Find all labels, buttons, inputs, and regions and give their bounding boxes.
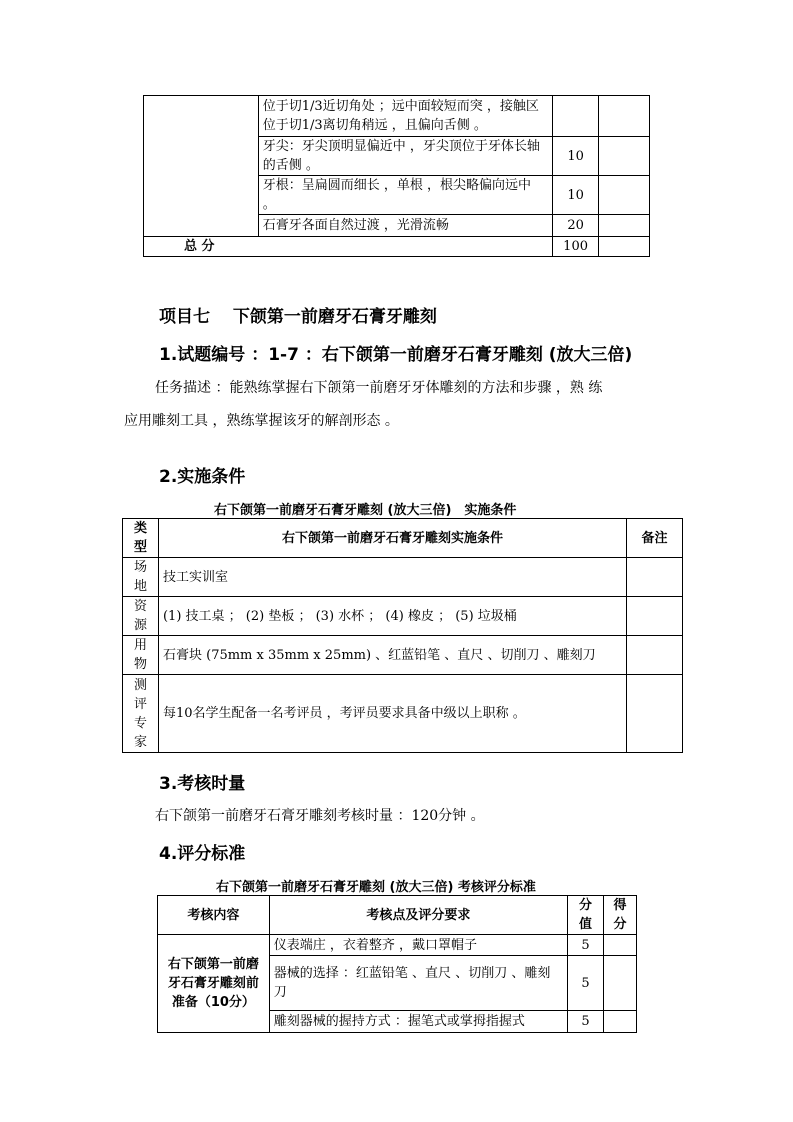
header-criteria: 考核点及评分要求 [269, 896, 567, 935]
type-cell: 测评专家 [123, 675, 159, 753]
obtained-cell [599, 137, 650, 176]
content-cell: 石膏块 (75mm x 35mm x 25mm) 、红蓝铅笔 、直尺 、切削刀 、雕刻刀 [158, 636, 626, 675]
score-cell: 5 [568, 935, 604, 956]
criteria-cell: 器械的选择 ：红蓝铅笔 、直尺 、切削刀 、雕刻刀 [269, 956, 567, 1011]
content-cell: 每10名学生配备一名考评员 ，考评员要求具备中级以上职称 。 [158, 675, 626, 753]
assessment-time: 右下颌第一前磨牙石膏牙雕刻考核时量 ：120分钟 。 [155, 808, 485, 824]
type-cell: 资源 [123, 597, 159, 636]
criteria-cell: 雕刻器械的握持方式 ：握笔式或掌拇指握式 [269, 1011, 567, 1033]
obtained-cell [603, 1011, 636, 1033]
obtained-cell [603, 935, 636, 956]
note-cell [627, 636, 683, 675]
header-obtained: 得分 [603, 896, 636, 935]
obtained-cell [599, 215, 650, 237]
scoring-caption: 右下颌第一前磨牙石膏牙雕刻 (放大三倍) 考核评分标准 [216, 880, 536, 895]
project-title: 项目七 下颌第一前磨牙石膏牙雕刻 [159, 307, 437, 327]
criteria-cell: 位于切1/3近切角处 ；远中面较短而突 ，接触区位于切1/3离切角稍远 ，且偏向舌侧 。 [258, 96, 552, 137]
task-description-line-2: 应用雕刻工具 ，熟练掌握该牙的解剖形态 。 [124, 413, 399, 429]
section-1-title: 1.试题编号 ：1-7 ：右下颌第一前磨牙石膏牙雕刻 (放大三倍) [159, 345, 633, 365]
criteria-cell: 仪表端庄 ，衣着整齐 ，戴口罩帽子 [269, 935, 567, 956]
scoring-table [157, 895, 637, 1033]
header-assessment-content: 考核内容 [158, 896, 270, 935]
score-cell [553, 96, 599, 137]
task-description-line-1: 任务描述 ：能熟练掌握右下颌第一前磨牙牙体雕刻的方法和步骤 ，熟 练 [155, 380, 603, 396]
conditions-caption: 右下颌第一前磨牙石膏牙雕刻 (放大三倍) 实施条件 [214, 503, 517, 518]
obtained-cell [603, 956, 636, 1011]
score-cell: 5 [568, 1011, 604, 1033]
score-cell: 10 [553, 176, 599, 215]
total-label: 总 分 [144, 237, 553, 257]
group-cell [144, 96, 259, 237]
obtained-cell [599, 176, 650, 215]
criteria-cell: 石膏牙各面自然过渡 ，光滑流畅 [258, 215, 552, 237]
scoring-table-continued [143, 95, 650, 257]
header-score: 分值 [568, 896, 604, 935]
content-cell: (1) 技工桌 ； (2) 垫板 ； (3) 水杯 ； (4) 橡皮 ； (5) 垃圾桶 [158, 597, 626, 636]
obtained-cell [599, 96, 650, 137]
conditions-table [122, 518, 683, 753]
score-cell: 5 [568, 956, 604, 1011]
criteria-cell: 牙根：呈扁圆而细长 ，单根 ，根尖略偏向远中 。 [258, 176, 552, 215]
criteria-cell: 牙尖：牙尖顶明显偏近中 ，牙尖顶位于牙体长轴的舌侧 。 [258, 137, 552, 176]
type-cell: 场地 [123, 558, 159, 597]
note-cell [627, 558, 683, 597]
section-3-title: 3.考核时量 [159, 774, 246, 794]
header-note: 备注 [627, 519, 683, 558]
total-obtained [599, 237, 650, 257]
score-cell: 10 [553, 137, 599, 176]
note-cell [627, 675, 683, 753]
score-cell: 20 [553, 215, 599, 237]
section-2-title: 2.实施条件 [159, 467, 246, 487]
type-cell: 用物 [123, 636, 159, 675]
header-content: 右下颌第一前磨牙石膏牙雕刻实施条件 [158, 519, 626, 558]
total-value: 100 [553, 237, 599, 257]
note-cell [627, 597, 683, 636]
header-type: 类型 [123, 519, 159, 558]
group-label: 右下颌第一前磨牙石膏牙雕刻前准备（10分） [158, 935, 270, 1033]
content-cell: 技工实训室 [158, 558, 626, 597]
section-4-title: 4.评分标准 [159, 844, 246, 864]
